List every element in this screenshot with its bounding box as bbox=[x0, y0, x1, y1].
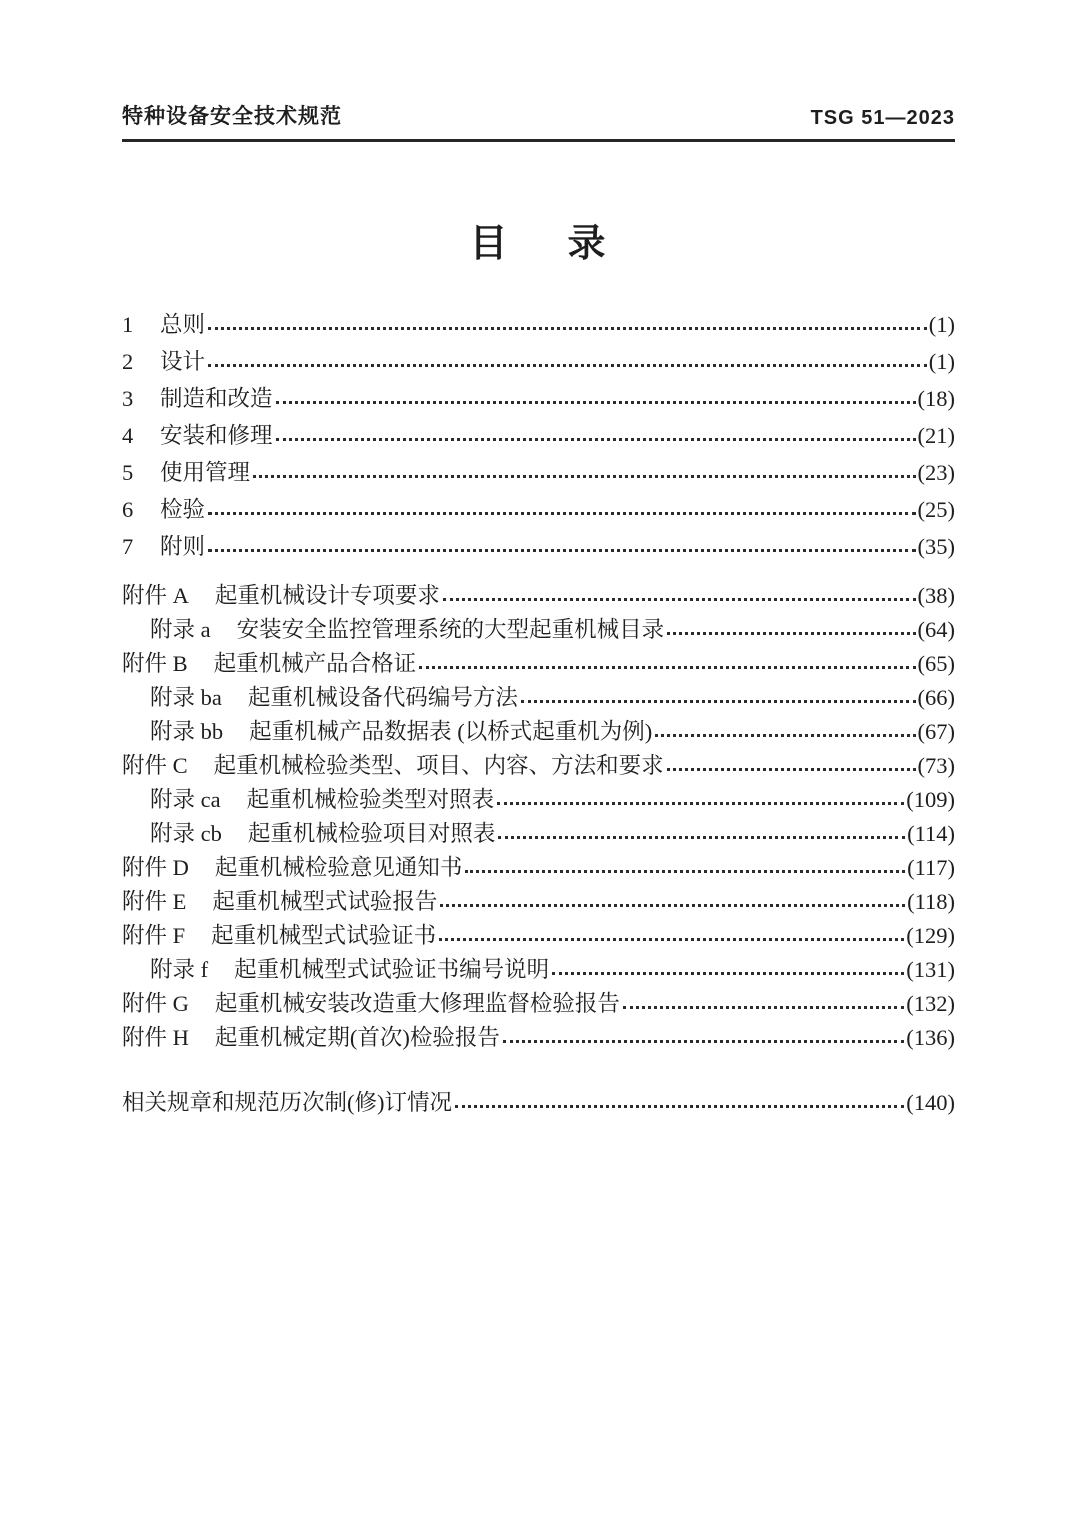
toc-entry-label: 附件 H bbox=[122, 1025, 189, 1050]
toc-entry-page: (18) bbox=[917, 386, 955, 411]
dotted-leader bbox=[440, 904, 905, 907]
toc-chapter-row bbox=[122, 533, 955, 560]
dotted-leader bbox=[503, 1040, 904, 1043]
toc-chapter-row bbox=[122, 496, 955, 523]
page-header bbox=[122, 100, 955, 139]
header-spec-name: 特种设备安全技术规范 bbox=[122, 105, 342, 128]
toc-entry-page: (114) bbox=[907, 821, 955, 846]
dotted-leader bbox=[667, 768, 916, 771]
toc-entry-title: 起重机械检验项目对照表 bbox=[247, 821, 496, 846]
dotted-leader bbox=[208, 549, 915, 552]
toc-entry-label: 附录 ba bbox=[150, 685, 222, 710]
toc-entry-page: (132) bbox=[906, 991, 955, 1016]
toc-entry-label: 附件 C bbox=[122, 753, 188, 778]
toc-entry-title: 起重机械设计专项要求 bbox=[214, 583, 440, 608]
toc-appendix-row bbox=[122, 820, 955, 847]
toc-chapters-section bbox=[122, 311, 955, 560]
toc-entry-page: (131) bbox=[906, 957, 955, 982]
toc-entry-page: (136) bbox=[906, 1025, 955, 1050]
dotted-leader bbox=[498, 836, 905, 839]
toc-entry-title: 相关规章和规范历次制(修)订情况 bbox=[122, 1090, 452, 1115]
toc-entry-page: (67) bbox=[917, 719, 955, 744]
toc-entry-page: (117) bbox=[907, 855, 955, 880]
page-title-char-first: 目 bbox=[469, 223, 510, 265]
toc-entry-title: 起重机械型式试验证书编号说明 bbox=[234, 957, 550, 982]
toc-attachment-row bbox=[122, 1024, 955, 1051]
toc-entry-title: 使用管理 bbox=[160, 460, 251, 485]
toc-entry-page: (118) bbox=[907, 889, 955, 914]
toc-attachments-section bbox=[122, 582, 955, 1051]
toc-entry-label: 附件 A bbox=[122, 583, 189, 608]
toc-entry-page: (109) bbox=[906, 787, 955, 812]
page-title bbox=[122, 212, 955, 267]
dotted-leader bbox=[443, 598, 916, 601]
toc-entry-label: 附件 F bbox=[122, 923, 186, 948]
toc-appendix-row bbox=[122, 786, 955, 813]
dotted-leader bbox=[465, 870, 905, 873]
toc-entry-label: 附件 E bbox=[122, 889, 187, 914]
toc-entry-number: 7 bbox=[122, 534, 134, 559]
toc-attachment-row bbox=[122, 888, 955, 915]
toc-entry-label: 附录 cb bbox=[150, 821, 222, 846]
toc-attachment-row bbox=[122, 922, 955, 949]
dotted-leader bbox=[253, 475, 915, 478]
toc-appendix-row bbox=[122, 684, 955, 711]
toc-entry-title: 起重机械定期(首次)检验报告 bbox=[214, 1025, 500, 1050]
table-of-contents bbox=[122, 311, 955, 1116]
toc-entry-page: (1) bbox=[928, 312, 955, 337]
toc-entry-label: 附录 bb bbox=[150, 719, 224, 744]
toc-entry-title: 总则 bbox=[160, 312, 206, 337]
toc-entry-title: 安装安全监控管理系统的大型起重机械目录 bbox=[236, 617, 665, 642]
dotted-leader bbox=[455, 1105, 904, 1108]
toc-entry-page: (38) bbox=[917, 583, 955, 608]
toc-entry-number: 6 bbox=[122, 497, 134, 522]
toc-entry-title: 起重机械产品合格证 bbox=[213, 651, 417, 676]
toc-entry-page: (140) bbox=[906, 1090, 955, 1115]
dotted-leader bbox=[439, 938, 904, 941]
toc-entry-number: 2 bbox=[122, 349, 134, 374]
toc-chapter-row bbox=[122, 348, 955, 375]
toc-entry-title: 起重机械检验意见通知书 bbox=[214, 855, 463, 880]
page-title-char-second: 录 bbox=[567, 223, 608, 265]
header-doc-code: TSG 51—2023 bbox=[810, 107, 955, 129]
toc-chapter-row bbox=[122, 311, 955, 338]
toc-entry-page: (25) bbox=[917, 497, 955, 522]
header-rule bbox=[122, 139, 955, 142]
toc-entry-label: 附录 ca bbox=[150, 787, 221, 812]
toc-entry-page: (21) bbox=[917, 423, 955, 448]
toc-entry-page: (73) bbox=[917, 753, 955, 778]
toc-entry-title: 起重机械检验类型、项目、内容、方法和要求 bbox=[213, 753, 664, 778]
dotted-leader bbox=[552, 972, 904, 975]
toc-entry-title: 起重机械检验类型对照表 bbox=[246, 787, 495, 812]
dotted-leader bbox=[667, 632, 915, 635]
dotted-leader bbox=[208, 364, 927, 367]
toc-entry-label: 附录 f bbox=[150, 957, 209, 982]
toc-entry-title: 制造和改造 bbox=[160, 386, 273, 411]
toc-attachment-row bbox=[122, 854, 955, 881]
toc-appendix-row bbox=[122, 956, 955, 983]
toc-entry-number: 1 bbox=[122, 312, 134, 337]
dotted-leader bbox=[419, 666, 915, 669]
toc-attachment-row bbox=[122, 752, 955, 779]
toc-entry-number: 4 bbox=[122, 423, 134, 448]
toc-revision-row bbox=[122, 1089, 955, 1116]
toc-entry-label: 附件 B bbox=[122, 651, 188, 676]
toc-attachment-row bbox=[122, 990, 955, 1017]
toc-chapter-row bbox=[122, 422, 955, 449]
dotted-leader bbox=[276, 438, 916, 441]
page-content bbox=[122, 100, 955, 1116]
toc-entry-title: 检验 bbox=[160, 497, 206, 522]
toc-entry-title: 起重机械设备代码编号方法 bbox=[247, 685, 518, 710]
toc-appendix-row bbox=[122, 616, 955, 643]
toc-entry-label: 附件 G bbox=[122, 991, 189, 1016]
dotted-leader bbox=[276, 401, 916, 404]
toc-entry-page: (23) bbox=[917, 460, 955, 485]
dotted-leader bbox=[623, 1006, 904, 1009]
dotted-leader bbox=[208, 512, 915, 515]
toc-chapter-row bbox=[122, 459, 955, 486]
dotted-leader bbox=[521, 700, 916, 703]
toc-entry-page: (129) bbox=[906, 923, 955, 948]
toc-entry-number: 3 bbox=[122, 386, 134, 411]
toc-entry-page: (65) bbox=[917, 651, 955, 676]
toc-appendix-row bbox=[122, 718, 955, 745]
toc-entry-title: 设计 bbox=[160, 349, 206, 374]
toc-attachment-row bbox=[122, 650, 955, 677]
toc-entry-number: 5 bbox=[122, 460, 134, 485]
toc-entry-page: (1) bbox=[928, 349, 955, 374]
toc-revision-section bbox=[122, 1089, 955, 1116]
toc-entry-title: 起重机械安装改造重大修理监督检验报告 bbox=[214, 991, 620, 1016]
toc-entry-label: 附件 D bbox=[122, 855, 189, 880]
dotted-leader bbox=[208, 327, 927, 330]
toc-entry-page: (64) bbox=[917, 617, 955, 642]
toc-attachment-row bbox=[122, 582, 955, 609]
toc-entry-title: 附则 bbox=[160, 534, 206, 559]
toc-chapter-row bbox=[122, 385, 955, 412]
dotted-leader bbox=[497, 802, 904, 805]
toc-entry-title: 起重机械型式试验证书 bbox=[211, 923, 437, 948]
dotted-leader bbox=[655, 734, 915, 737]
toc-entry-title: 起重机械型式试验报告 bbox=[212, 889, 438, 914]
toc-entry-title: 起重机械产品数据表 (以桥式起重机为例) bbox=[249, 719, 653, 744]
toc-entry-title: 安装和修理 bbox=[160, 423, 273, 448]
toc-entry-page: (35) bbox=[917, 534, 955, 559]
toc-entry-label: 附录 a bbox=[150, 617, 211, 642]
toc-entry-page: (66) bbox=[917, 685, 955, 710]
